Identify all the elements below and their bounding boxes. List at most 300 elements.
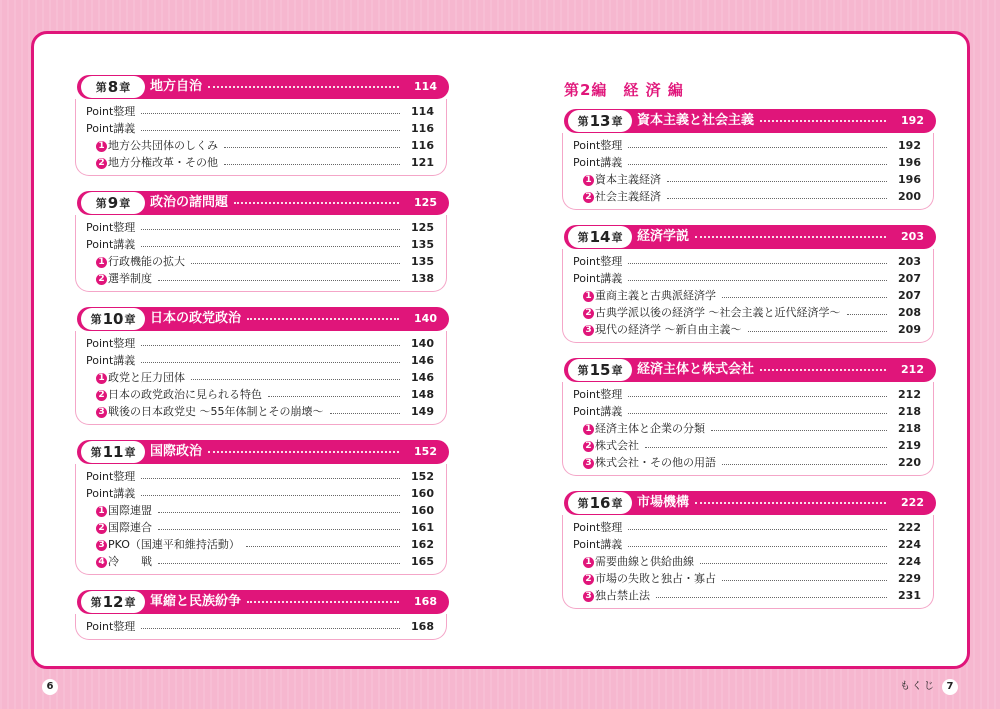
entry-text: 経済主体と企業の分類 <box>595 422 705 435</box>
entry-page: 162 <box>411 538 434 551</box>
chapter-number: 13 <box>589 112 611 130</box>
entry-page: 208 <box>898 306 921 319</box>
entry-page: 231 <box>898 589 921 602</box>
chapter-page: 114 <box>414 80 437 93</box>
chapter-number: 12 <box>102 593 124 611</box>
leader-dots <box>628 164 887 165</box>
entry-text-wrap <box>583 570 716 587</box>
entry-text: 政党と圧力団体 <box>108 371 185 384</box>
entry-text-wrap <box>583 420 705 437</box>
chapter-number: 11 <box>102 443 124 461</box>
page-number-left: 6 <box>42 679 58 695</box>
section-entry[interactable] <box>86 369 434 386</box>
chapter-entries <box>562 515 934 609</box>
entry-page: 135 <box>411 238 434 251</box>
chapter-page: 203 <box>901 230 924 243</box>
right-column <box>564 78 936 624</box>
entry-text: Point整理 <box>86 105 136 118</box>
section-entry[interactable] <box>573 570 921 587</box>
entry-text-wrap <box>86 219 135 236</box>
chapter-page: 222 <box>901 496 924 509</box>
entry-page: 146 <box>411 371 434 384</box>
point-entry[interactable] <box>86 120 434 137</box>
section-entry[interactable] <box>86 403 434 420</box>
leader-dots <box>628 280 887 281</box>
leader-dots <box>847 314 888 315</box>
entry-text-wrap <box>86 618 135 635</box>
chapter-entries <box>562 249 934 343</box>
section-entry[interactable] <box>86 137 434 154</box>
entry-text: 古典学派以後の経済学 ～社会主義と近代経済学～ <box>595 306 841 319</box>
entry-text-wrap <box>96 253 185 270</box>
point-entry[interactable] <box>573 536 921 553</box>
entry-text: 株式会社 <box>595 439 639 452</box>
entry-text: Point整理 <box>573 255 623 268</box>
section-entry[interactable] <box>86 253 434 270</box>
leader-dots <box>330 413 401 414</box>
section-entry[interactable] <box>573 437 921 454</box>
section-number-badge: 3 <box>583 458 594 469</box>
leader-dots <box>141 130 400 131</box>
section-number-badge: 2 <box>96 390 107 401</box>
point-entry[interactable] <box>86 335 434 352</box>
chapter-title: 軍縮と民族紛争 <box>150 594 242 609</box>
chapter-title: 政治の諸問題 <box>150 195 229 210</box>
chapter-title: 経済学説 <box>637 229 690 244</box>
entry-text-wrap <box>573 253 622 270</box>
entry-page: 135 <box>411 255 434 268</box>
leader-dots <box>141 628 400 629</box>
section-entry[interactable] <box>86 154 434 171</box>
section-number-badge: 1 <box>96 506 107 517</box>
leader-dots <box>141 229 400 230</box>
entry-text: 戦後の日本政党史 ～55年体制とその崩壊～ <box>108 405 324 418</box>
chapter-label <box>81 591 145 613</box>
entry-page: 116 <box>411 122 434 135</box>
chapter-header[interactable] <box>77 75 449 99</box>
leader-dots <box>656 597 887 598</box>
leader-dots <box>141 362 400 363</box>
chapter-label <box>81 192 145 214</box>
chapter-header[interactable] <box>77 590 449 614</box>
part-title: 第2編 経 済 編 <box>564 81 684 99</box>
entry-page: 218 <box>898 405 921 418</box>
chapter-label-suffix: 章 <box>124 596 136 609</box>
entry-text: Point講義 <box>573 272 623 285</box>
entry-text: 日本の政党政治に見られる特色 <box>108 388 262 401</box>
chapter-label <box>568 226 632 248</box>
section-entry[interactable] <box>573 553 921 570</box>
entry-text: Point整理 <box>86 337 136 350</box>
section-entry[interactable] <box>86 270 434 287</box>
entry-page: 218 <box>898 422 921 435</box>
chapter-number: 9 <box>107 194 119 212</box>
chapter-block <box>564 358 936 476</box>
entry-text: Point整理 <box>573 388 623 401</box>
entry-text-wrap <box>583 321 742 338</box>
leader-dots <box>158 512 400 513</box>
entry-page: 121 <box>411 156 434 169</box>
chapter-leader-dots <box>234 202 399 204</box>
section-entry[interactable] <box>573 454 921 471</box>
chapter-block <box>77 307 449 425</box>
section-number-badge: 3 <box>583 325 594 336</box>
chapter-block <box>564 225 936 343</box>
entry-text-wrap <box>96 386 262 403</box>
chapter-number: 14 <box>589 228 611 246</box>
entry-page: 116 <box>411 139 434 152</box>
chapter-page: 192 <box>901 114 924 127</box>
chapter-page: 152 <box>414 445 437 458</box>
entry-page: 212 <box>898 388 921 401</box>
point-entry[interactable] <box>86 485 434 502</box>
entry-text-wrap <box>573 137 622 154</box>
leader-dots <box>158 529 400 530</box>
leader-dots <box>158 280 400 281</box>
chapter-label <box>568 359 632 381</box>
entry-text: 地方公共団体のしくみ <box>108 139 218 152</box>
section-number-badge: 1 <box>96 373 107 384</box>
entry-text: 国際連盟 <box>108 504 152 517</box>
page-number-right: 7 <box>942 679 958 695</box>
entry-text: 現代の経済学 ～新自由主義～ <box>595 323 742 336</box>
left-column <box>77 75 449 655</box>
point-entry[interactable] <box>573 253 921 270</box>
chapter-header[interactable] <box>564 491 936 515</box>
chapter-label-prefix: 第 <box>90 313 102 326</box>
leader-dots <box>158 563 400 564</box>
entry-text: 市場の失敗と独占・寡占 <box>595 572 716 585</box>
section-entry[interactable] <box>573 587 921 604</box>
chapter-leader-dots <box>695 502 886 504</box>
point-entry[interactable] <box>573 137 921 154</box>
entry-text-wrap <box>86 120 135 137</box>
entry-text-wrap <box>96 403 324 420</box>
entry-text: 株式会社・その他の用語 <box>595 456 716 469</box>
leader-dots <box>628 263 887 264</box>
entry-text-wrap <box>573 403 622 420</box>
entry-text: Point講義 <box>573 156 623 169</box>
chapter-label-prefix: 第 <box>90 446 102 459</box>
chapter-label-suffix: 章 <box>611 115 623 128</box>
chapter-title: 資本主義と社会主義 <box>637 113 755 128</box>
chapter-header[interactable] <box>564 109 936 133</box>
entry-text: 社会主義経済 <box>595 190 661 203</box>
section-number-badge: 2 <box>583 308 594 319</box>
chapter-label-prefix: 第 <box>95 197 107 210</box>
footer-section-label: もくじ <box>900 681 936 692</box>
entry-text-wrap <box>573 536 622 553</box>
leader-dots <box>628 546 887 547</box>
section-entry[interactable] <box>573 304 921 321</box>
entry-text: Point講義 <box>573 538 623 551</box>
entry-text: Point整理 <box>86 470 136 483</box>
chapter-block <box>77 75 449 176</box>
entry-page: 229 <box>898 572 921 585</box>
section-number-badge: 2 <box>96 274 107 285</box>
chapter-label-prefix: 第 <box>577 231 589 244</box>
entry-text-wrap <box>96 369 185 386</box>
entry-text-wrap <box>573 519 622 536</box>
section-entry[interactable] <box>573 321 921 338</box>
entry-text-wrap <box>96 519 152 536</box>
section-entry[interactable] <box>86 386 434 403</box>
chapter-entries <box>75 464 447 575</box>
entry-text: PKO（国連平和維持活動） <box>108 538 240 551</box>
entry-text-wrap <box>96 536 240 553</box>
leader-dots <box>268 396 400 397</box>
leader-dots <box>141 246 400 247</box>
chapter-header[interactable] <box>77 440 449 464</box>
entry-page: 196 <box>898 173 921 186</box>
section-entry[interactable] <box>86 536 434 553</box>
section-entry[interactable] <box>573 171 921 188</box>
chapter-leader-dots <box>760 369 886 371</box>
entry-text: Point整理 <box>573 521 623 534</box>
chapter-title: 市場機構 <box>637 495 690 510</box>
entry-page: 224 <box>898 538 921 551</box>
leader-dots <box>748 331 888 332</box>
entry-page: 168 <box>411 620 434 633</box>
entry-page: 140 <box>411 337 434 350</box>
leader-dots <box>628 147 887 148</box>
chapter-block <box>564 109 936 210</box>
chapter-label <box>568 492 632 514</box>
entry-page: 192 <box>898 139 921 152</box>
chapter-header[interactable] <box>564 358 936 382</box>
section-number-badge: 3 <box>583 591 594 602</box>
chapter-label-suffix: 章 <box>124 313 136 326</box>
chapter-number: 15 <box>589 361 611 379</box>
entry-page: 148 <box>411 388 434 401</box>
entry-page: 203 <box>898 255 921 268</box>
chapter-number: 16 <box>589 494 611 512</box>
leader-dots <box>141 495 400 496</box>
section-number-badge: 1 <box>583 175 594 186</box>
section-entry[interactable] <box>86 553 434 570</box>
point-entry[interactable] <box>573 386 921 403</box>
chapter-title: 日本の政党政治 <box>150 311 242 326</box>
entry-page: 207 <box>898 272 921 285</box>
chapter-number: 10 <box>102 310 124 328</box>
entry-page: 138 <box>411 272 434 285</box>
leader-dots <box>722 464 887 465</box>
leader-dots <box>667 198 887 199</box>
point-entry[interactable] <box>86 219 434 236</box>
chapter-entries <box>75 215 447 292</box>
chapter-page: 168 <box>414 595 437 608</box>
entry-page: 114 <box>411 105 434 118</box>
section-number-badge: 4 <box>96 557 107 568</box>
chapter-label-prefix: 第 <box>90 596 102 609</box>
entry-page: 224 <box>898 555 921 568</box>
entry-text-wrap <box>583 287 716 304</box>
section-number-badge: 2 <box>583 441 594 452</box>
leader-dots <box>224 164 400 165</box>
chapter-leader-dots <box>208 86 399 88</box>
entry-text-wrap <box>86 236 135 253</box>
chapter-title: 地方自治 <box>150 79 203 94</box>
chapter-label <box>81 308 145 330</box>
entry-text: 冷 戦 <box>108 555 152 568</box>
entry-text-wrap <box>583 437 639 454</box>
chapter-title: 国際政治 <box>150 444 203 459</box>
entry-text-wrap <box>86 103 135 120</box>
chapter-header[interactable] <box>77 307 449 331</box>
entry-text-wrap <box>96 502 152 519</box>
section-number-badge: 3 <box>96 407 107 418</box>
chapter-label-suffix: 章 <box>119 81 131 94</box>
chapter-page: 140 <box>414 312 437 325</box>
entry-text-wrap <box>583 171 661 188</box>
entry-text: Point整理 <box>573 139 623 152</box>
chapter-label-suffix: 章 <box>119 197 131 210</box>
entry-text-wrap <box>96 553 152 570</box>
entry-text-wrap <box>86 485 135 502</box>
entry-text-wrap <box>583 454 716 471</box>
chapter-entries <box>75 614 447 640</box>
entry-text: Point講義 <box>86 122 136 135</box>
point-entry[interactable] <box>573 154 921 171</box>
entry-text: 重商主義と古典派経済学 <box>595 289 716 302</box>
chapter-title: 経済主体と株式会社 <box>637 362 755 377</box>
section-entry[interactable] <box>573 420 921 437</box>
point-entry[interactable] <box>573 403 921 420</box>
entry-page: 146 <box>411 354 434 367</box>
entry-text: Point整理 <box>86 620 136 633</box>
section-number-badge: 2 <box>583 574 594 585</box>
entry-text-wrap <box>96 270 152 287</box>
chapter-leader-dots <box>247 601 399 603</box>
point-entry[interactable] <box>86 468 434 485</box>
point-entry[interactable] <box>86 618 434 635</box>
leader-dots <box>645 447 887 448</box>
chapter-leader-dots <box>695 236 886 238</box>
entry-page: 222 <box>898 521 921 534</box>
section-number-badge: 1 <box>583 557 594 568</box>
entry-text: Point講義 <box>86 238 136 251</box>
chapter-block <box>564 491 936 609</box>
section-entry[interactable] <box>573 287 921 304</box>
section-number-badge: 2 <box>583 192 594 203</box>
entry-page: 200 <box>898 190 921 203</box>
entry-page: 160 <box>411 487 434 500</box>
leader-dots <box>628 396 887 397</box>
entry-text-wrap <box>96 137 218 154</box>
entry-text: Point整理 <box>86 221 136 234</box>
entry-page: 125 <box>411 221 434 234</box>
chapter-label <box>81 441 145 463</box>
leader-dots <box>191 263 400 264</box>
point-entry[interactable] <box>573 270 921 287</box>
leader-dots <box>246 546 400 547</box>
chapter-label <box>568 110 632 132</box>
entry-text-wrap <box>86 468 135 485</box>
leader-dots <box>141 345 400 346</box>
chapter-page: 125 <box>414 196 437 209</box>
chapter-entries <box>562 133 934 210</box>
entry-text-wrap <box>573 270 622 287</box>
entry-text-wrap <box>573 386 622 403</box>
point-entry[interactable] <box>573 519 921 536</box>
entry-text: 国際連合 <box>108 521 152 534</box>
entry-text: 行政機能の拡大 <box>108 255 185 268</box>
section-entry[interactable] <box>86 519 434 536</box>
entry-page: 165 <box>411 555 434 568</box>
leader-dots <box>141 113 400 114</box>
leader-dots <box>711 430 887 431</box>
leader-dots <box>628 413 887 414</box>
entry-text: 資本主義経済 <box>595 173 661 186</box>
entry-text-wrap <box>583 553 694 570</box>
entry-page: 149 <box>411 405 434 418</box>
entry-text-wrap <box>86 335 135 352</box>
entry-text-wrap <box>96 154 218 171</box>
leader-dots <box>141 478 400 479</box>
section-number-badge: 3 <box>96 540 107 551</box>
entry-text-wrap <box>583 304 841 321</box>
chapter-page: 212 <box>901 363 924 376</box>
entry-text-wrap <box>86 352 135 369</box>
section-entry[interactable] <box>573 188 921 205</box>
section-number-badge: 1 <box>583 291 594 302</box>
chapter-label-prefix: 第 <box>577 115 589 128</box>
section-number-badge: 2 <box>96 158 107 169</box>
leader-dots <box>722 580 887 581</box>
chapter-label-suffix: 章 <box>611 497 623 510</box>
section-number-badge: 1 <box>96 257 107 268</box>
entry-text: Point講義 <box>86 354 136 367</box>
leader-dots <box>224 147 400 148</box>
chapter-entries <box>75 99 447 176</box>
section-entry[interactable] <box>86 502 434 519</box>
chapter-block <box>77 191 449 292</box>
chapter-leader-dots <box>247 318 399 320</box>
entry-text: Point講義 <box>573 405 623 418</box>
entry-page: 152 <box>411 470 434 483</box>
entry-page: 160 <box>411 504 434 517</box>
point-entry[interactable] <box>86 236 434 253</box>
chapter-label-suffix: 章 <box>611 231 623 244</box>
entry-text-wrap <box>573 154 622 171</box>
entry-page: 161 <box>411 521 434 534</box>
chapter-leader-dots <box>760 120 886 122</box>
entry-page: 209 <box>898 323 921 336</box>
leader-dots <box>722 297 887 298</box>
point-entry[interactable] <box>86 103 434 120</box>
entry-page: 207 <box>898 289 921 302</box>
entry-text: Point講義 <box>86 487 136 500</box>
chapter-header[interactable] <box>564 225 936 249</box>
entry-text: 地方分権改革・その他 <box>108 156 218 169</box>
chapter-label-prefix: 第 <box>577 497 589 510</box>
leader-dots <box>191 379 400 380</box>
point-entry[interactable] <box>86 352 434 369</box>
entry-page: 219 <box>898 439 921 452</box>
section-number-badge: 1 <box>96 141 107 152</box>
entry-text: 選挙制度 <box>108 272 152 285</box>
chapter-header[interactable] <box>77 191 449 215</box>
chapter-label-prefix: 第 <box>577 364 589 377</box>
leader-dots <box>700 563 887 564</box>
entry-text-wrap <box>583 587 650 604</box>
section-number-badge: 2 <box>96 523 107 534</box>
chapter-block <box>77 440 449 575</box>
chapter-entries <box>562 382 934 476</box>
leader-dots <box>628 529 887 530</box>
chapter-block <box>77 590 449 640</box>
entry-text-wrap <box>583 188 661 205</box>
